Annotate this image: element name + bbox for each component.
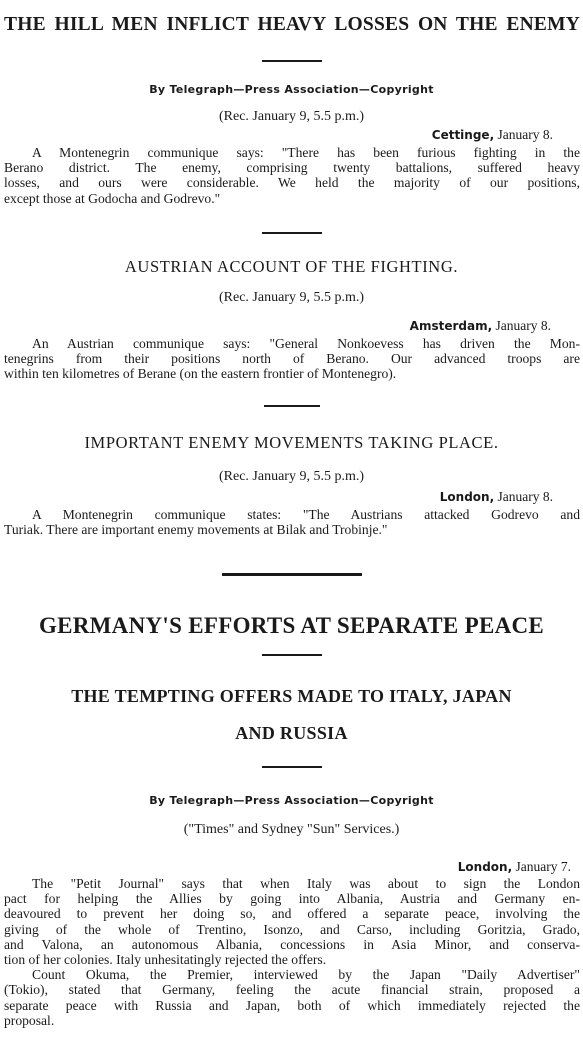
text-line: within ten kilometres of Berane (on the eastern frontier of Montenegro). (4, 366, 397, 382)
text-line: except those at Godocha and Godrevo." (4, 190, 221, 206)
dateline (440, 489, 553, 505)
text-line: The "Petit Journal" says that when Italy was about to sign the London (32, 876, 580, 891)
dateline (458, 859, 571, 875)
text-line: and Valona, an autonomous Albania, concessions in Asia Minor, and conserva- (4, 936, 580, 952)
text-line: A Montenegrin communique says: "There has been furious fighting in the (32, 145, 580, 160)
text-line: An Austrian communique says: "General Nonkoevess has driven the Mon- (32, 336, 580, 351)
byline: By Telegraph—Press Association—Copyright (149, 794, 434, 807)
text-line: giving of the whole of Trentino, Isonzo, and Carso, including Goritzia, Grado, (4, 921, 580, 937)
text-line: tenegrins from their positions north of Berano. Our advanced troops are (4, 351, 580, 367)
text-line: losses, and ours were considerable. We held the majority of our positions, (4, 175, 580, 191)
services-credit: ("Times" and Sydney "Sun" Services.) (183, 822, 400, 837)
article-body (4, 507, 580, 537)
dateline-date: January 8. (495, 318, 551, 333)
text-line: (Tokio), stated that Germany, feeling the acute financial strain, proposed a (4, 982, 580, 998)
dateline-place: London, (457, 860, 513, 874)
text-line: Turiak. There are important enemy movements at Bilak and Trobinje." (4, 522, 388, 538)
subheadline: THE TEMPTING OFFERS MADE TO ITALY, JAPAN (71, 686, 512, 706)
subheadline: AND RUSSIA (235, 723, 348, 743)
received-time: (Rec. January 9, 5.5 p.m.) (218, 469, 365, 484)
divider-rule (262, 654, 322, 656)
divider-rule (264, 405, 320, 407)
section-divider-rule (222, 573, 362, 576)
headline-austrian-account: AUSTRIAN ACCOUNT OF THE FIGHTING. (124, 257, 459, 276)
dateline-date: January 7. (515, 859, 571, 874)
dateline-date: January 8. (497, 489, 553, 504)
divider-rule (262, 232, 322, 234)
article-body (4, 145, 580, 206)
text-line: A Montenegrin communique states: "The Austrians attacked Godrevo and (32, 507, 580, 522)
byline: By Telegraph—Press Association—Copyright (149, 83, 434, 96)
text-line: tion of her colonies. Italy unhesitatingly rejected the offers. (4, 952, 327, 968)
divider-rule (262, 60, 322, 62)
headline-hill-men: THE HILL MEN INFLICT HEAVY LOSSES ON THE ENEMY (4, 14, 580, 35)
dateline (432, 127, 553, 143)
divider-rule (262, 766, 322, 768)
text-line: pact for helping the Allies by going into Albania, Austria and Germany en- (4, 891, 580, 907)
text-line: Berano district. The enemy, comprising twenty battalions, suffered heavy (4, 160, 580, 176)
dateline-date: January 8. (497, 127, 553, 142)
dateline-place: Cettinge, (431, 128, 495, 142)
dateline-place: London, (439, 490, 495, 504)
received-time: (Rec. January 9, 5.5 p.m.) (218, 109, 365, 124)
headline-separate-peace: GERMANY'S EFFORTS AT SEPARATE PEACE (38, 613, 545, 638)
text-line: deavoured to prevent her doing so, and offered a separate peace, involving the (4, 906, 580, 922)
text-line: Count Okuma, the Premier, interviewed by the Japan "Daily Advertiser" (32, 967, 580, 983)
text-line: separate peace with Russia and Japan, both of which immediately rejected the (4, 997, 580, 1013)
article-body (4, 336, 580, 382)
received-time: (Rec. January 9, 5.5 p.m.) (218, 290, 365, 305)
headline-enemy-movements: IMPORTANT ENEMY MOVEMENTS TAKING PLACE. (84, 433, 499, 452)
text-line: proposal. (4, 1012, 55, 1028)
dateline (410, 318, 551, 334)
article-body (4, 876, 580, 1028)
dateline-place: Amsterdam, (409, 319, 493, 333)
